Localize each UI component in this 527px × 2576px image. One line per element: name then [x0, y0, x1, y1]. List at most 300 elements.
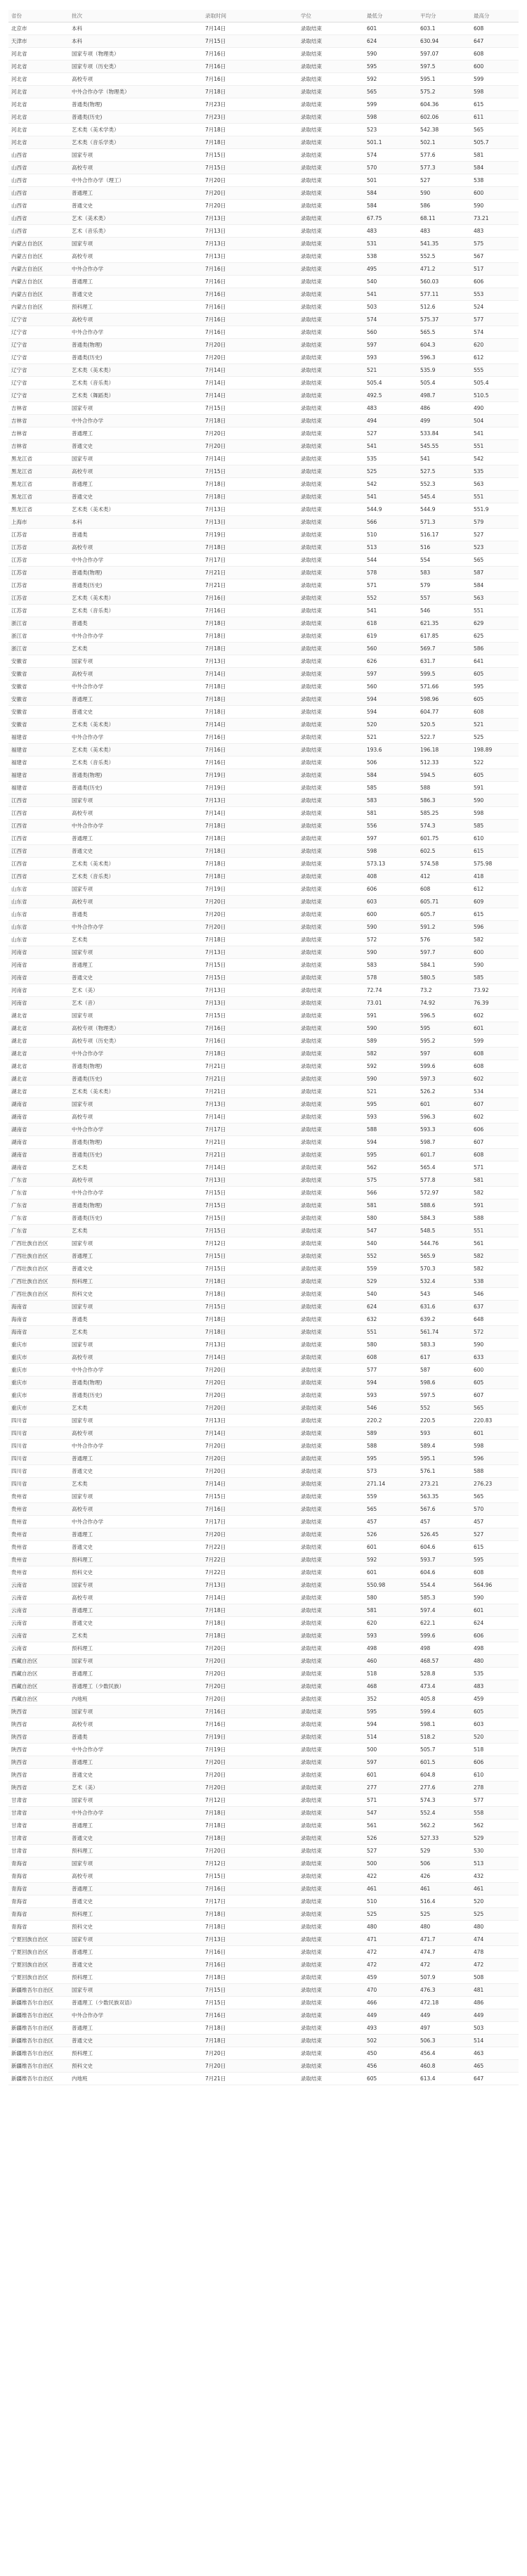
table-row	[8, 1528, 519, 1541]
cell-min-score: 591	[367, 1012, 377, 1019]
cell-avg-score: 528.8	[420, 1670, 436, 1677]
cell-max-score: 608	[474, 1569, 484, 1576]
cell-min-score: 581	[367, 1202, 377, 1209]
cell-min-score: 597	[367, 671, 377, 677]
cell-status: 录取结束	[301, 823, 322, 829]
cell-max-score: 591	[474, 1202, 484, 1209]
cell-avg-score: 471.7	[420, 1936, 436, 1943]
cell-batch: 普通文史	[72, 1898, 93, 1905]
cell-admission-time: 7月18日	[205, 1329, 226, 1335]
cell-status: 录取结束	[301, 1076, 322, 1082]
cell-batch: 高校专项	[72, 253, 93, 259]
table-row	[8, 377, 519, 389]
cell-admission-time: 7月13日	[205, 1417, 226, 1424]
cell-status: 录取结束	[301, 165, 322, 171]
cell-min-score: 461	[367, 1886, 377, 1892]
cell-min-score: 552	[367, 1253, 377, 1259]
cell-admission-time: 7月20日	[205, 1848, 226, 1854]
cell-status: 录取结束	[301, 127, 322, 133]
cell-batch: 高校专项	[72, 544, 93, 550]
cell-batch: 国家专项	[72, 1101, 93, 1107]
cell-status: 录取结束	[301, 1443, 322, 1449]
cell-max-score: 595	[474, 1557, 484, 1563]
cell-min-score: 581	[367, 810, 377, 816]
cell-min-score: 193.6	[367, 747, 382, 753]
cell-batch: 普通类(历史)	[72, 1392, 103, 1398]
cell-admission-time: 7月18日	[205, 1632, 226, 1639]
cell-status: 录取结束	[301, 1354, 322, 1360]
cell-min-score: 592	[367, 76, 377, 82]
cell-province: 江苏省	[11, 582, 27, 588]
cell-avg-score: 574.3	[420, 823, 436, 829]
cell-max-score: 73.92	[474, 987, 489, 993]
cell-province: 山西省	[11, 190, 27, 196]
cell-province: 内蒙古自治区	[11, 304, 43, 310]
table-row	[8, 1959, 519, 1971]
cell-admission-time: 7月15日	[205, 1215, 226, 1221]
cell-avg-score: 596.3	[420, 1114, 436, 1120]
cell-admission-time: 7月15日	[205, 38, 226, 44]
cell-province: 湖南省	[11, 1101, 27, 1107]
cell-avg-score: 472.18	[420, 1999, 439, 2006]
cell-avg-score: 602.5	[420, 848, 436, 854]
cell-min-score: 559	[367, 1266, 377, 1272]
cell-min-score: 550.98	[367, 1582, 386, 1588]
cell-avg-score: 595.1	[420, 1455, 436, 1462]
cell-min-score: 632	[367, 1316, 377, 1322]
cell-admission-time: 7月18日	[205, 1291, 226, 1297]
cell-province: 河北省	[11, 63, 27, 70]
cell-avg-score: 552.3	[420, 481, 436, 487]
cell-province: 江苏省	[11, 557, 27, 563]
cell-min-score: 574	[367, 316, 377, 323]
table-row	[8, 984, 519, 997]
cell-province: 河南省	[11, 974, 27, 981]
cell-status: 录取结束	[301, 1253, 322, 1259]
table-row	[8, 1693, 519, 1706]
cell-avg-score: 604.3	[420, 342, 436, 348]
table-row	[8, 1111, 519, 1123]
table-row	[8, 1668, 519, 1680]
cell-max-score: 561	[474, 1240, 484, 1247]
cell-admission-time: 7月18日	[205, 481, 226, 487]
cell-province: 山西省	[11, 165, 27, 171]
cell-admission-time: 7月18日	[205, 139, 226, 146]
cell-status: 录取结束	[301, 1012, 322, 1019]
cell-min-score: 595	[367, 1101, 377, 1107]
cell-admission-time: 7月15日	[205, 1873, 226, 1879]
cell-avg-score: 601	[420, 1101, 431, 1107]
cell-min-score: 470	[367, 1987, 377, 1993]
cell-province: 新疆维吾尔自治区	[11, 2025, 53, 2031]
cell-avg-score: 587	[420, 1367, 431, 1373]
cell-province: 福建省	[11, 772, 27, 778]
cell-batch: 普通类(物理)	[72, 101, 103, 108]
cell-status: 录取结束	[301, 759, 322, 766]
cell-status: 录取结束	[301, 1569, 322, 1576]
cell-avg-score: 574.58	[420, 861, 439, 867]
table-row	[8, 187, 519, 200]
cell-min-score: 510	[367, 1898, 377, 1905]
cell-status: 录取结束	[301, 1886, 322, 1892]
cell-avg-score: 577.11	[420, 291, 439, 297]
table-row	[8, 1731, 519, 1744]
cell-admission-time: 7月20日	[205, 1455, 226, 1462]
cell-status: 录取结束	[301, 1341, 322, 1348]
header-max-score: 最高分	[471, 10, 519, 22]
cell-batch: 国家专项	[72, 949, 93, 955]
cell-status: 录取结束	[301, 139, 322, 146]
cell-avg-score: 480	[420, 1924, 431, 1930]
cell-batch: 普通类(历史)	[72, 582, 103, 588]
cell-admission-time: 7月16日	[205, 1721, 226, 1727]
cell-admission-time: 7月16日	[205, 329, 226, 335]
cell-admission-time: 7月16日	[205, 1886, 226, 1892]
table-row	[8, 491, 519, 503]
cell-max-score: 606	[474, 1632, 484, 1639]
table-row	[8, 655, 519, 668]
cell-avg-score: 613.4	[420, 2075, 436, 2082]
cell-province: 湖南省	[11, 1126, 27, 1133]
cell-status: 录取结束	[301, 1114, 322, 1120]
table-row	[8, 643, 519, 655]
cell-min-score: 592	[367, 1557, 377, 1563]
cell-avg-score: 565.4	[420, 1164, 436, 1171]
cell-avg-score: 597.7	[420, 949, 436, 955]
cell-min-score: 593	[367, 1392, 377, 1398]
cell-admission-time: 7月16日	[205, 1025, 226, 1031]
cell-status: 录取结束	[301, 1202, 322, 1209]
cell-min-score: 551	[367, 1329, 377, 1335]
cell-max-score: 505.7	[474, 139, 489, 146]
cell-admission-time: 7月20日	[205, 443, 226, 449]
cell-min-score: 483	[367, 405, 377, 411]
cell-min-score: 527	[367, 430, 377, 437]
cell-province: 陕西省	[11, 1759, 27, 1765]
table-row	[8, 554, 519, 567]
cell-avg-score: 595	[420, 1025, 431, 1031]
table-row	[8, 1490, 519, 1503]
cell-admission-time: 7月20日	[205, 177, 226, 183]
cell-province: 吉林省	[11, 443, 27, 449]
cell-avg-score: 639.2	[420, 1316, 436, 1322]
cell-admission-time: 7月13日	[205, 797, 226, 804]
cell-batch: 艺术类（美术类）	[72, 367, 114, 373]
cell-province: 江苏省	[11, 569, 27, 576]
cell-province: 江苏省	[11, 595, 27, 601]
table-row	[8, 605, 519, 617]
cell-status: 录取结束	[301, 1316, 322, 1322]
cell-avg-score: 575.2	[420, 89, 436, 95]
cell-admission-time: 7月21日	[205, 1088, 226, 1095]
table-row	[8, 1630, 519, 1642]
cell-min-score: 501.1	[367, 139, 382, 146]
cell-status: 录取结束	[301, 1557, 322, 1563]
cell-batch: 预科理工	[72, 1848, 93, 1854]
cell-batch: 艺术类（音乐学类）	[72, 139, 119, 146]
cell-status: 录取结束	[301, 810, 322, 816]
cell-admission-time: 7月21日	[205, 1063, 226, 1069]
cell-batch: 普通理工	[72, 1670, 93, 1677]
cell-min-score: 575	[367, 1177, 377, 1183]
cell-status: 录取结束	[301, 101, 322, 108]
table-row	[8, 1136, 519, 1149]
table-row	[8, 1022, 519, 1035]
cell-avg-score: 589.4	[420, 1443, 436, 1449]
cell-admission-time: 7月18日	[205, 494, 226, 500]
cell-avg-score: 597.5	[420, 63, 436, 70]
cell-min-score: 525	[367, 468, 377, 475]
cell-admission-time: 7月20日	[205, 1443, 226, 1449]
cell-province: 西藏自治区	[11, 1696, 38, 1702]
cell-status: 录取结束	[301, 405, 322, 411]
header-min-score: 最低分	[364, 10, 417, 22]
cell-batch: 艺术类	[72, 1228, 88, 1234]
cell-admission-time: 7月23日	[205, 114, 226, 120]
cell-min-score: 531	[367, 240, 377, 247]
cell-batch: 普通理工	[72, 190, 93, 196]
cell-admission-time: 7月13日	[205, 228, 226, 234]
cell-min-score: 468	[367, 1683, 377, 1689]
cell-max-score: 522	[474, 759, 484, 766]
cell-min-score: 571	[367, 1797, 377, 1803]
cell-max-score: 432	[474, 1873, 484, 1879]
cell-avg-score: 590	[420, 190, 431, 196]
cell-max-score: 633	[474, 1354, 484, 1360]
table-row	[8, 1744, 519, 1756]
cell-province: 广东省	[11, 1177, 27, 1183]
cell-province: 内蒙古自治区	[11, 253, 43, 259]
cell-province: 湖北省	[11, 1063, 27, 1069]
cell-avg-score: 68.11	[420, 215, 436, 221]
cell-batch: 高校专项	[72, 1595, 93, 1601]
cell-batch: 国家专项	[72, 1582, 93, 1588]
cell-province: 四川省	[11, 1443, 27, 1449]
table-row	[8, 389, 519, 402]
cell-batch: 高校专项	[72, 1873, 93, 1879]
table-row	[8, 1086, 519, 1098]
cell-max-score: 648	[474, 1316, 484, 1322]
cell-status: 录取结束	[301, 329, 322, 335]
cell-status: 录取结束	[301, 848, 322, 854]
cell-status: 录取结束	[301, 215, 322, 221]
cell-province: 上海市	[11, 519, 27, 525]
cell-province: 广东省	[11, 1190, 27, 1196]
cell-admission-time: 7月16日	[205, 1962, 226, 1968]
cell-province: 西藏自治区	[11, 1683, 38, 1689]
table-row	[8, 541, 519, 554]
cell-batch: 艺术类（美术类）	[72, 721, 114, 728]
cell-status: 录取结束	[301, 418, 322, 424]
table-row	[8, 2022, 519, 2035]
header-status: 学位	[298, 10, 364, 22]
cell-max-score: 577	[474, 316, 484, 323]
cell-status: 录取结束	[301, 152, 322, 158]
cell-province: 湖南省	[11, 1152, 27, 1158]
cell-batch: 艺术类	[72, 1329, 88, 1335]
cell-admission-time: 7月20日	[205, 1367, 226, 1373]
cell-min-score: 483	[367, 228, 377, 234]
cell-avg-score: 471.2	[420, 266, 436, 272]
cell-max-score: 647	[474, 2075, 484, 2082]
cell-status: 录取结束	[301, 835, 322, 842]
cell-avg-score: 560.03	[420, 278, 439, 285]
cell-max-score: 608	[474, 51, 484, 57]
cell-max-score: 607	[474, 1139, 484, 1145]
cell-status: 录取结束	[301, 1240, 322, 1247]
cell-batch: 艺术类（美术类）	[72, 861, 114, 867]
cell-min-score: 580	[367, 1215, 377, 1221]
cell-status: 录取结束	[301, 987, 322, 993]
cell-status: 录取结束	[301, 974, 322, 981]
table-row	[8, 1288, 519, 1301]
cell-admission-time: 7月20日	[205, 1658, 226, 1664]
cell-max-score: 610	[474, 835, 484, 842]
cell-min-score: 500	[367, 1746, 377, 1753]
cell-max-score: 198.89	[474, 747, 493, 753]
cell-admission-time: 7月15日	[205, 468, 226, 475]
cell-batch: 普通类(历史)	[72, 1152, 103, 1158]
cell-status: 录取结束	[301, 671, 322, 677]
cell-batch: 艺术类	[72, 1481, 88, 1487]
cell-status: 录取结束	[301, 1670, 322, 1677]
cell-province: 新疆维吾尔自治区	[11, 1999, 53, 2006]
cell-avg-score: 574.3	[420, 1797, 436, 1803]
cell-avg-score: 586.3	[420, 797, 436, 804]
cell-province: 贵州省	[11, 1557, 27, 1563]
cell-status: 录取结束	[301, 2012, 322, 2018]
cell-batch: 本科	[72, 519, 82, 525]
cell-province: 湖北省	[11, 1025, 27, 1031]
cell-avg-score: 472	[420, 1962, 431, 1968]
cell-batch: 国家专项	[72, 1240, 93, 1247]
cell-min-score: 588	[367, 1443, 377, 1449]
cell-status: 录取结束	[301, 797, 322, 804]
cell-max-score: 590	[474, 962, 484, 968]
cell-max-score: 582	[474, 1190, 484, 1196]
cell-province: 福建省	[11, 747, 27, 753]
cell-province: 贵州省	[11, 1544, 27, 1550]
cell-province: 西藏自治区	[11, 1658, 38, 1664]
cell-status: 录取结束	[301, 569, 322, 576]
cell-max-score: 605	[474, 696, 484, 702]
cell-province: 宁夏回族自治区	[11, 1936, 48, 1943]
cell-max-score: 591	[474, 785, 484, 791]
cell-min-score: 590	[367, 1025, 377, 1031]
cell-avg-score: 605.71	[420, 899, 439, 905]
cell-admission-time: 7月15日	[205, 165, 226, 171]
cell-status: 录取结束	[301, 1924, 322, 1930]
table-row	[8, 1794, 519, 1807]
cell-province: 山西省	[11, 202, 27, 209]
cell-province: 青海省	[11, 1911, 27, 1917]
cell-status: 录取结束	[301, 936, 322, 943]
cell-max-score: 596	[474, 1455, 484, 1462]
cell-max-score: 575.98	[474, 861, 493, 867]
cell-avg-score: 604.6	[420, 1544, 436, 1550]
table-row	[8, 1971, 519, 1984]
cell-status: 录取结束	[301, 1860, 322, 1867]
cell-status: 录取结束	[301, 772, 322, 778]
cell-min-score: 546	[367, 1405, 377, 1411]
cell-status: 录取结束	[301, 1708, 322, 1715]
cell-status: 录取结束	[301, 304, 322, 310]
cell-batch: 艺术（美术类）	[72, 215, 109, 221]
cell-avg-score: 460.8	[420, 2063, 436, 2069]
cell-batch: 国家专项	[72, 1797, 93, 1803]
cell-avg-score: 597.3	[420, 1076, 436, 1082]
cell-min-score: 352	[367, 1696, 377, 1702]
cell-province: 陕西省	[11, 1734, 27, 1740]
cell-max-score: 601	[474, 1025, 484, 1031]
cell-admission-time: 7月14日	[205, 1595, 226, 1601]
cell-admission-time: 7月20日	[205, 911, 226, 917]
cell-max-score: 602	[474, 1012, 484, 1019]
cell-max-score: 612	[474, 354, 484, 361]
table-row	[8, 668, 519, 681]
cell-batch: 高校专项	[72, 1354, 93, 1360]
cell-status: 录取结束	[301, 2025, 322, 2031]
cell-batch: 国家专项	[72, 1936, 93, 1943]
cell-batch: 艺术类（美术类）	[72, 595, 114, 601]
cell-status: 录取结束	[301, 202, 322, 209]
cell-province: 安徽省	[11, 709, 27, 715]
cell-avg-score: 593	[420, 1430, 431, 1436]
cell-province: 西藏自治区	[11, 1670, 38, 1677]
cell-avg-score: 631.7	[420, 658, 436, 664]
cell-min-score: 457	[367, 1519, 377, 1525]
cell-status: 录取结束	[301, 721, 322, 728]
cell-avg-score: 617	[420, 1354, 431, 1360]
cell-min-score: 597	[367, 342, 377, 348]
cell-batch: 普通理工	[72, 278, 93, 285]
cell-batch: 国家专项	[72, 456, 93, 462]
cell-batch: 中外合作办学	[72, 1443, 103, 1449]
cell-admission-time: 7月20日	[205, 1759, 226, 1765]
cell-avg-score: 598.96	[420, 696, 439, 702]
cell-avg-score: 426	[420, 1873, 431, 1879]
cell-avg-score: 552.4	[420, 1810, 436, 1816]
cell-min-score: 523	[367, 127, 377, 133]
cell-max-score: 520	[474, 1734, 484, 1740]
cell-admission-time: 7月12日	[205, 1797, 226, 1803]
cell-max-score: 504	[474, 418, 484, 424]
cell-max-score: 625	[474, 633, 484, 639]
cell-max-score: 602	[474, 1114, 484, 1120]
table-row	[8, 1212, 519, 1225]
cell-min-score: 472	[367, 1949, 377, 1955]
table-row	[8, 1440, 519, 1453]
cell-admission-time: 7月17日	[205, 557, 226, 563]
table-row	[8, 503, 519, 516]
cell-province: 青海省	[11, 1924, 27, 1930]
cell-status: 录取结束	[301, 1658, 322, 1664]
table-body	[8, 22, 519, 2085]
cell-batch: 国家专项	[72, 1341, 93, 1348]
table-row	[8, 212, 519, 225]
cell-avg-score: 599.4	[420, 1708, 436, 1715]
cell-batch: 预科文史	[72, 1569, 93, 1576]
cell-avg-score: 569.7	[420, 645, 436, 652]
cell-batch: 中外合作办学	[72, 1367, 103, 1373]
cell-batch: 国家专项	[72, 1860, 93, 1867]
cell-province: 湖南省	[11, 1139, 27, 1145]
cell-min-score: 584	[367, 202, 377, 209]
cell-max-score: 567	[474, 253, 484, 259]
cell-min-score: 471	[367, 1936, 377, 1943]
cell-batch: 普通理工	[72, 1531, 93, 1538]
cell-province: 新疆维吾尔自治区	[11, 2063, 53, 2069]
